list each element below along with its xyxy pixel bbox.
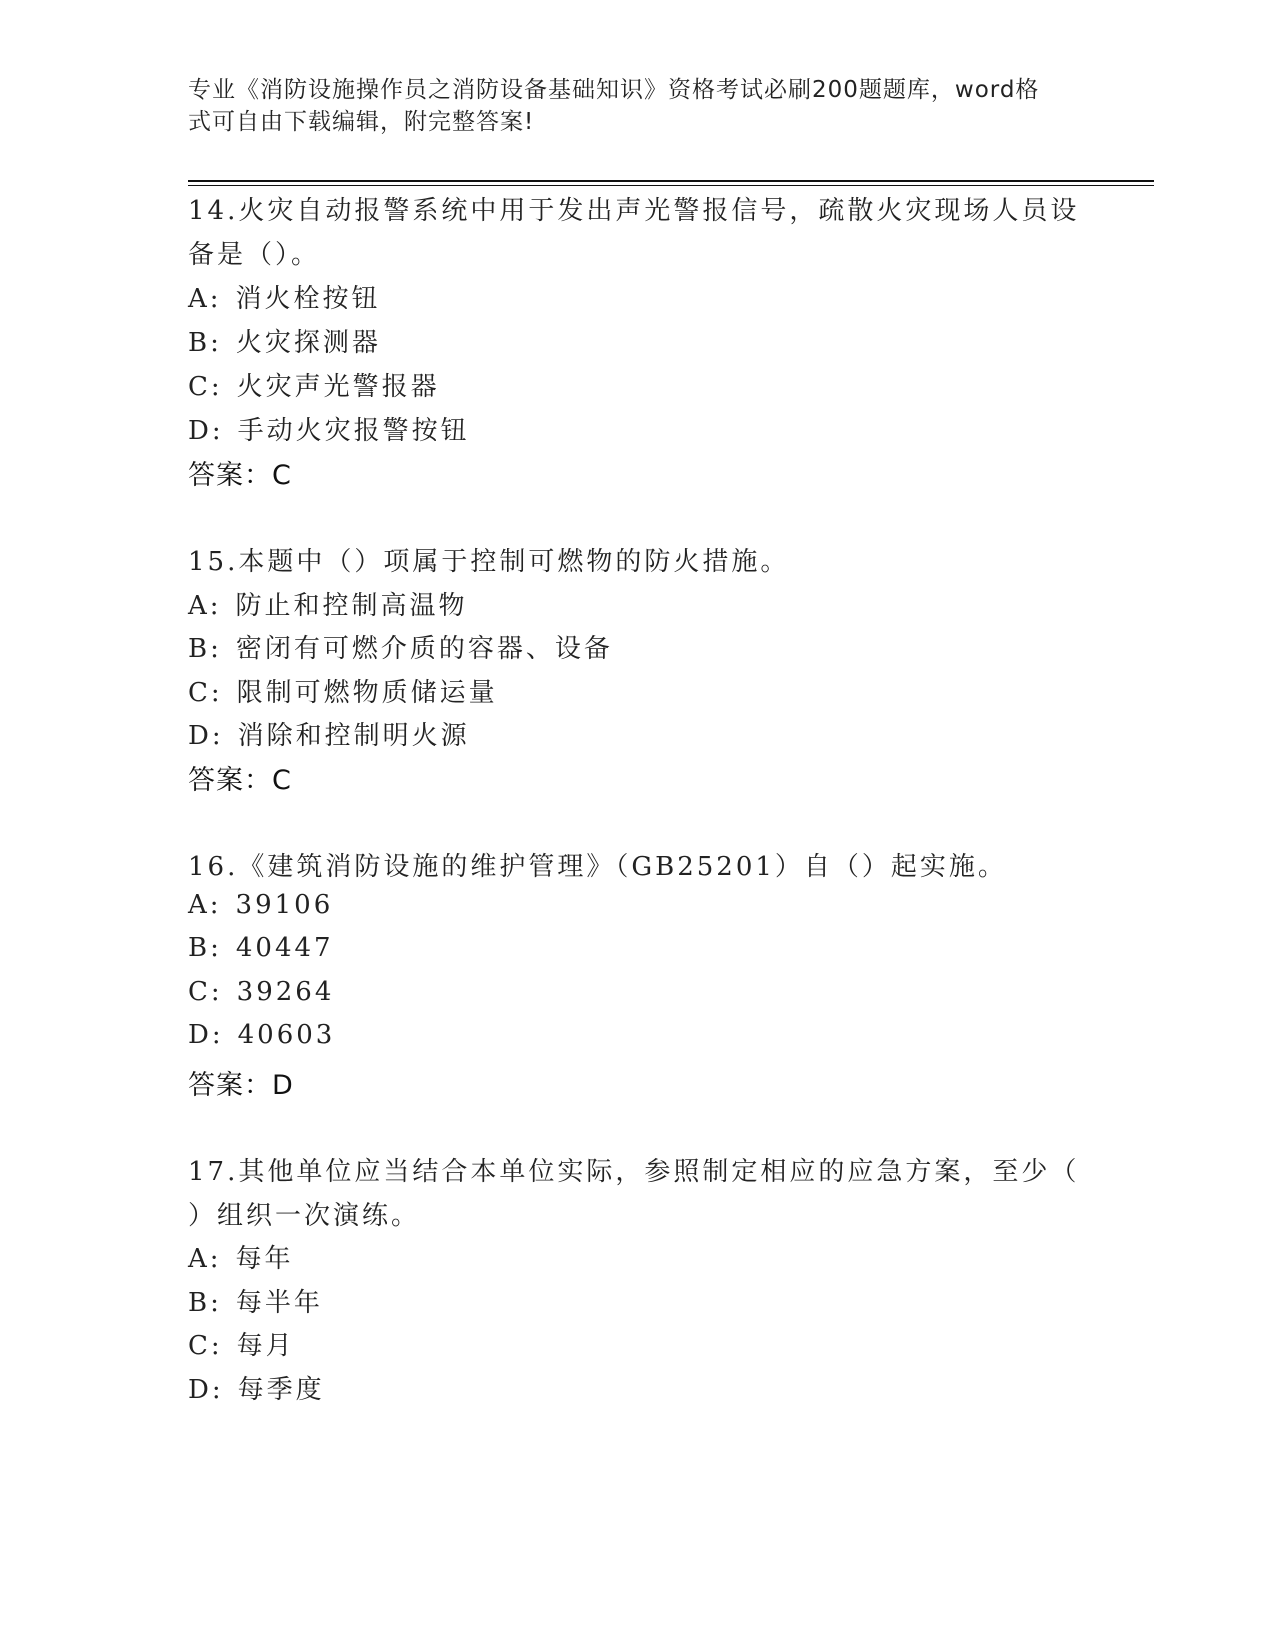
option-text: 限制可燃物质储运量 (236, 678, 498, 708)
option-text: 每半年 (235, 1288, 323, 1318)
option-text: 40603 (237, 1020, 336, 1050)
question-stem: 16.《建筑消防设施的维护管理》（GB25201）自（）起实施。 (188, 852, 1007, 882)
option-a (188, 890, 333, 920)
question-stem: 17.其他单位应当结合本单位实际，参照制定相应的应急方案，至少（ (188, 1157, 1080, 1187)
option-text: 火灾声光警报器 (236, 372, 440, 402)
option-a (188, 278, 381, 315)
option-key: B: (188, 634, 222, 664)
question-stem: 备是（）。 (188, 240, 321, 270)
answer-label: 答案：C (188, 460, 292, 491)
option-key: D: (188, 1375, 224, 1405)
option-key: A: (188, 591, 222, 621)
option-key: A: (188, 890, 222, 920)
header-line-1: 专业《消防设施操作员之消防设备基础知识》资格考试必刷200题题库，word格 (188, 77, 1040, 103)
option-text: 密闭有可燃介质的容器、设备 (235, 634, 613, 664)
option-key: C: (188, 678, 223, 708)
option-b (188, 322, 381, 359)
option-a (188, 585, 468, 622)
option-b (188, 628, 613, 665)
option-b (188, 1282, 323, 1319)
option-text: 39106 (235, 890, 334, 920)
option-c (188, 977, 334, 1007)
option-text: 每季度 (237, 1375, 325, 1405)
option-text: 每年 (235, 1244, 294, 1274)
option-key: D: (188, 721, 224, 751)
option-key: D: (188, 416, 224, 446)
option-text: 39264 (236, 977, 335, 1007)
option-c (188, 366, 440, 403)
option-key: C: (188, 977, 223, 1007)
option-text: 消火栓按钮 (235, 284, 381, 314)
option-d (188, 1369, 325, 1406)
option-text: 每月 (236, 1331, 295, 1361)
option-key: C: (188, 372, 223, 402)
option-b (188, 933, 334, 963)
option-d (188, 1020, 335, 1050)
option-text: 防止和控制高温物 (235, 591, 468, 621)
option-key: A: (188, 284, 222, 314)
option-key: D: (188, 1020, 224, 1050)
option-key: B: (188, 328, 222, 358)
option-text: 消除和控制明火源 (237, 721, 470, 751)
option-a (188, 1238, 294, 1275)
option-text: 火灾探测器 (235, 328, 381, 358)
option-d (188, 715, 470, 752)
answer-label: 答案：D (188, 1070, 294, 1101)
option-key: C: (188, 1331, 223, 1361)
option-c (188, 1325, 295, 1362)
question-stem: 15.本题中（）项属于控制可燃物的防火措施。 (188, 547, 790, 577)
header-divider-thin (188, 185, 1154, 186)
header-line-2: 式可自由下载编辑，附完整答案! (188, 109, 535, 135)
question-stem: 14.火灾自动报警系统中用于发出声光警报信号，疏散火灾现场人员设 (188, 196, 1080, 226)
document-header (188, 74, 1088, 138)
answer-label: 答案：C (188, 765, 292, 796)
option-key: A: (188, 1244, 222, 1274)
option-text: 手动火灾报警按钮 (237, 416, 470, 446)
option-c (188, 672, 498, 709)
option-key: B: (188, 1288, 222, 1318)
question-stem: ）组织一次演练。 (188, 1201, 421, 1231)
header-divider-thick (188, 180, 1154, 182)
option-d (188, 410, 470, 447)
option-text: 40447 (235, 933, 334, 963)
option-key: B: (188, 933, 222, 963)
